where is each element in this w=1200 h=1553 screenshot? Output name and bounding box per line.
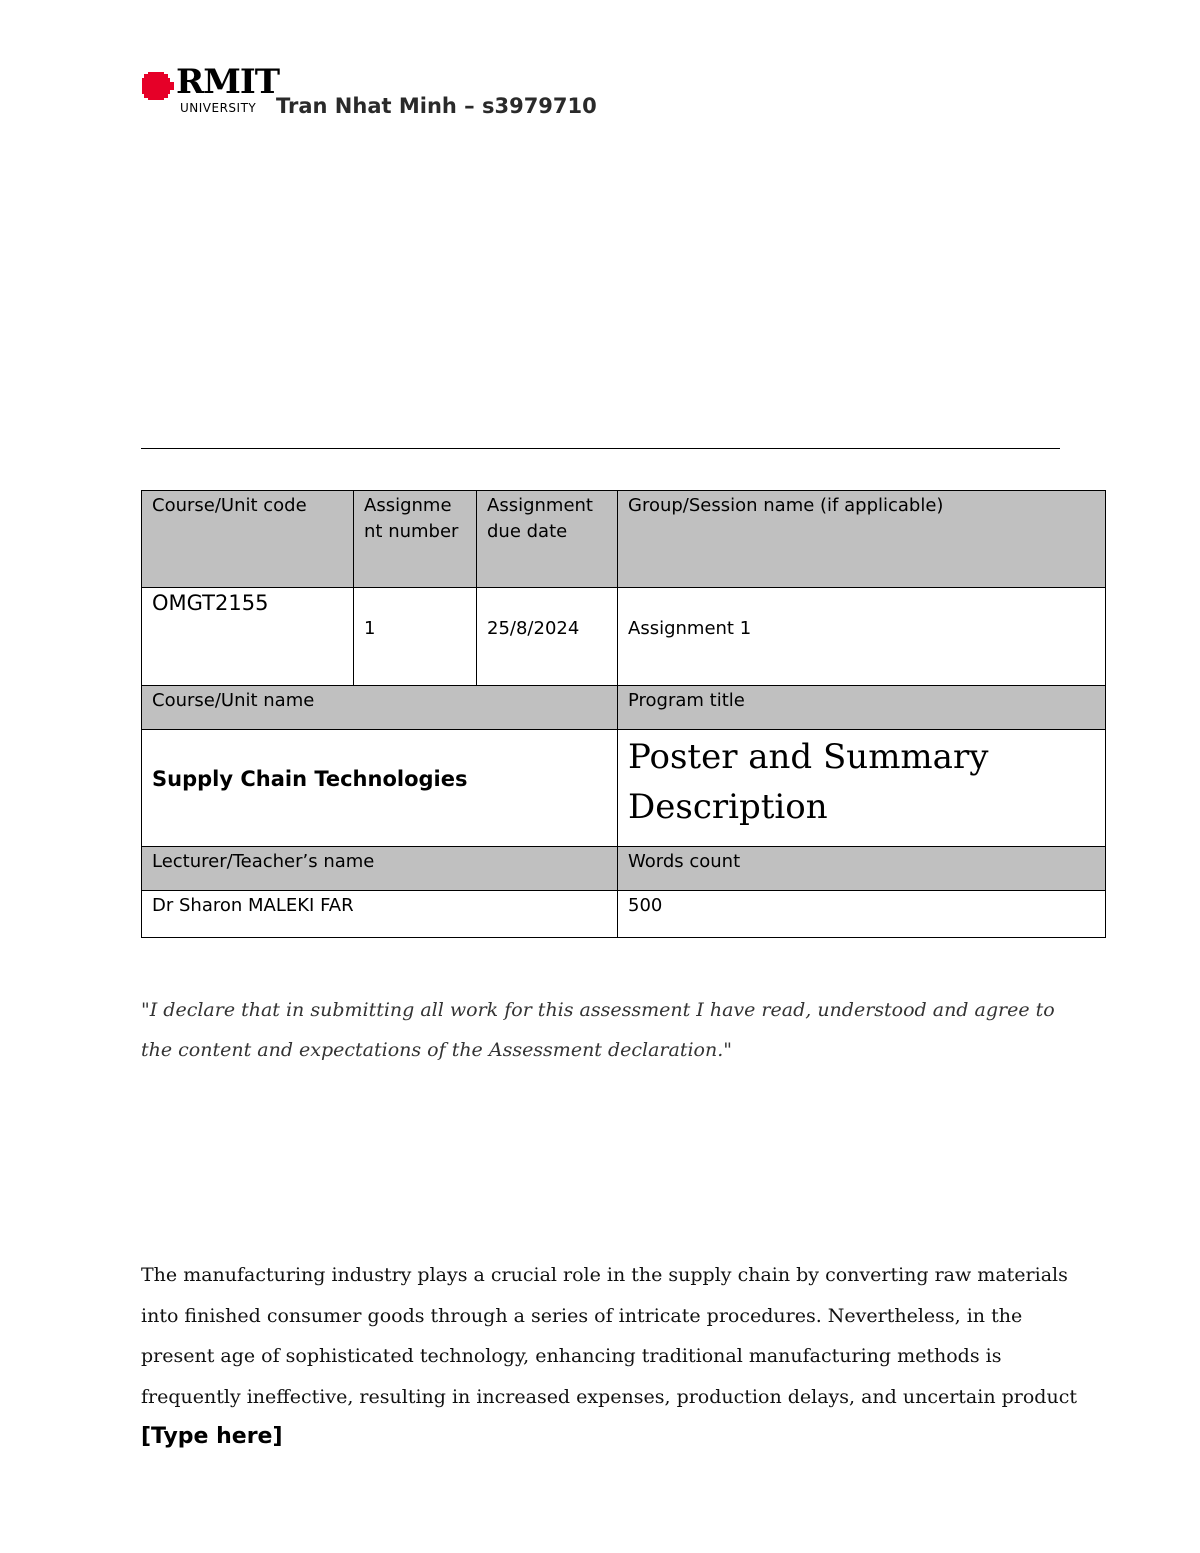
due-date-label: Assignment due date	[477, 491, 618, 588]
words-count: 500	[618, 891, 1106, 938]
table-row	[142, 588, 1106, 686]
program-title-label: Program title	[618, 686, 1106, 730]
assignment-number-label: Assignme nt number	[354, 491, 477, 588]
course-code-label: Course/Unit code	[142, 491, 354, 588]
author-name: Tran Nhat Minh – s3979710	[276, 94, 597, 118]
table-row	[142, 891, 1106, 938]
program-title: Poster and Summary Description	[628, 737, 989, 827]
header-divider	[141, 448, 1060, 449]
footer-placeholder[interactable]: [Type here]	[141, 1424, 283, 1449]
course-name: Supply Chain Technologies	[152, 767, 468, 791]
table-row	[142, 686, 1106, 730]
assessment-declaration: "I declare that in submitting all work for this assessment I have read, understood and agree to the content and expectations of the Assessment declaration."	[141, 999, 1055, 1061]
body-paragraph[interactable]: The manufacturing industry plays a crucial role in the supply chain by converting raw materials into finished consumer goods through a series of intricate procedures. Nevertheless, in the present age of sophisticated technology, enhancing traditional manufacturing methods is frequently ineffective, resulting in increased expenses, production delays, and uncertain product	[141, 1264, 1077, 1408]
table-row	[142, 730, 1106, 847]
rmit-pixel-logo-icon	[140, 70, 174, 102]
group-name: Assignment 1	[628, 618, 752, 639]
group-label: Group/Session name (if applicable)	[618, 491, 1106, 588]
lecturer-label: Lecturer/Teacher’s name	[142, 847, 618, 891]
rmit-logo	[140, 62, 280, 122]
words-count-label: Words count	[618, 847, 1106, 891]
course-name-label: Course/Unit name	[142, 686, 618, 730]
table-row	[142, 847, 1106, 891]
cover-info-table	[141, 490, 1106, 938]
lecturer-name: Dr Sharon MALEKI FAR	[142, 891, 618, 938]
course-code: OMGT2155	[142, 588, 354, 686]
due-date: 25/8/2024	[487, 618, 580, 639]
assignment-number: 1	[364, 618, 376, 639]
logo-subtext: UNIVERSITY	[180, 101, 257, 115]
table-row	[142, 491, 1106, 588]
logo-wordmark: RMIT	[176, 62, 280, 102]
